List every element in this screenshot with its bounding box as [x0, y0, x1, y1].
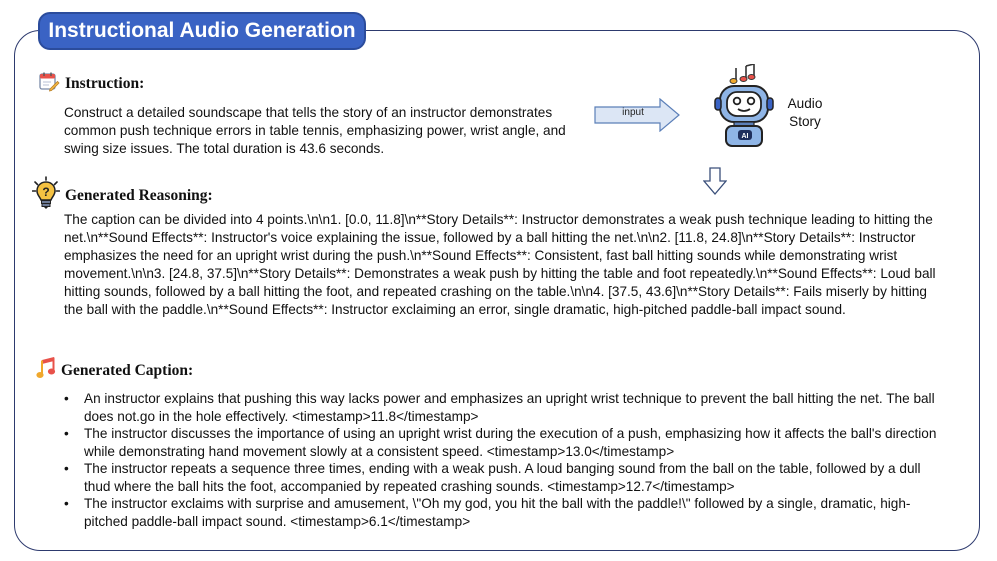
- robot-icon: [712, 64, 776, 148]
- audio-story-line2: Story: [789, 114, 821, 129]
- instruction-text: Construct a detailed soundscape that tells the story of an instructor demonstrates common push technique errors in table tennis, emphasizing power, wrist angle, and swing size issues. The total duration is 43.6 seconds.: [64, 105, 566, 156]
- caption-list: [64, 390, 944, 530]
- audio-story-line1: Audio: [787, 96, 823, 111]
- down-arrow-icon: [703, 167, 727, 195]
- music-note-icon: [36, 356, 56, 385]
- caption-item: • An instructor explains that pushing this way lacks power and emphasizes an upright wrist technique to prevent the ball hitting the net. The ball does not.go in the hole effectively. <timestamp>11.8</timestamp>: [84, 390, 944, 425]
- input-label: input: [622, 107, 644, 118]
- reasoning-heading: [32, 176, 213, 215]
- svg-text:?: ?: [42, 185, 50, 199]
- audio-story-label: [780, 95, 830, 131]
- svg-text:AI: AI: [741, 133, 749, 140]
- reasoning-heading-label: Generated Reasoning:: [65, 186, 213, 204]
- caption-item: • The instructor discusses the importance of using an upright wrist during the execution of a push, emphasizing how it affects the ball's direction while demonstrating hand movement slowly at a consistent speed. <timestamp>13.0</timestamp>: [84, 425, 944, 460]
- caption-item: • The instructor exclaims with surprise and amusement, \"Oh my god, you hit the ball with the paddle!\" followed by a single, dramatic, high-pitched paddle-ball impact sound. <timestamp>6.1</timestamp>: [84, 495, 944, 530]
- page-title: Instructional Audio Generation: [38, 12, 366, 50]
- caption-heading-label: Generated Caption:: [61, 361, 194, 379]
- reasoning-text: The caption can be divided into 4 points.\n\n1. [0.0, 11.8]\n**Story Details**: Instructor demonstrates a weak push technique leading to hitting the net.\n**Sound Effects**: Instructor's voice explaining the issue, followed by a ball hitting the net.\n\n2. [11.8, 24.8]\n**Story Details**: Instructor emphasizes the need for an upright wrist during the push.\n**Sound Effects**: Consistent, fast ball hitting sounds while demonstrating wrist movement.\n\n3. [24.8, 37.5]\n**Story Details**: Demonstrates a weak push by hitting the table and foot repeatedly.\n**Sound Effects**: Loud ball hitting sounds, followed by a ball hitting the foot, and repeated crashing on the table.\n\n4. [37.5, 43.6]\n**Story Details**: Fails miserly by hitting the ball with the paddle.\n**Sound Effects**: Instructor exclaiming an error, single dramatic, high-pitched paddle-ball impact sound.: [64, 212, 936, 317]
- caption-heading: [36, 356, 193, 385]
- lightbulb-question-icon: [32, 176, 60, 215]
- instruction-heading-label: Instruction:: [65, 74, 145, 92]
- instruction-heading: [38, 70, 144, 97]
- caption-item: • The instructor repeats a sequence three times, ending with a weak push. A loud banging sound from the ball on the table, followed by a dull thud where the ball hits the foot, accompanied by repeated crashing sounds. <timestamp>12.7</timestamp>: [84, 460, 944, 495]
- calendar-pencil-icon: [38, 70, 60, 97]
